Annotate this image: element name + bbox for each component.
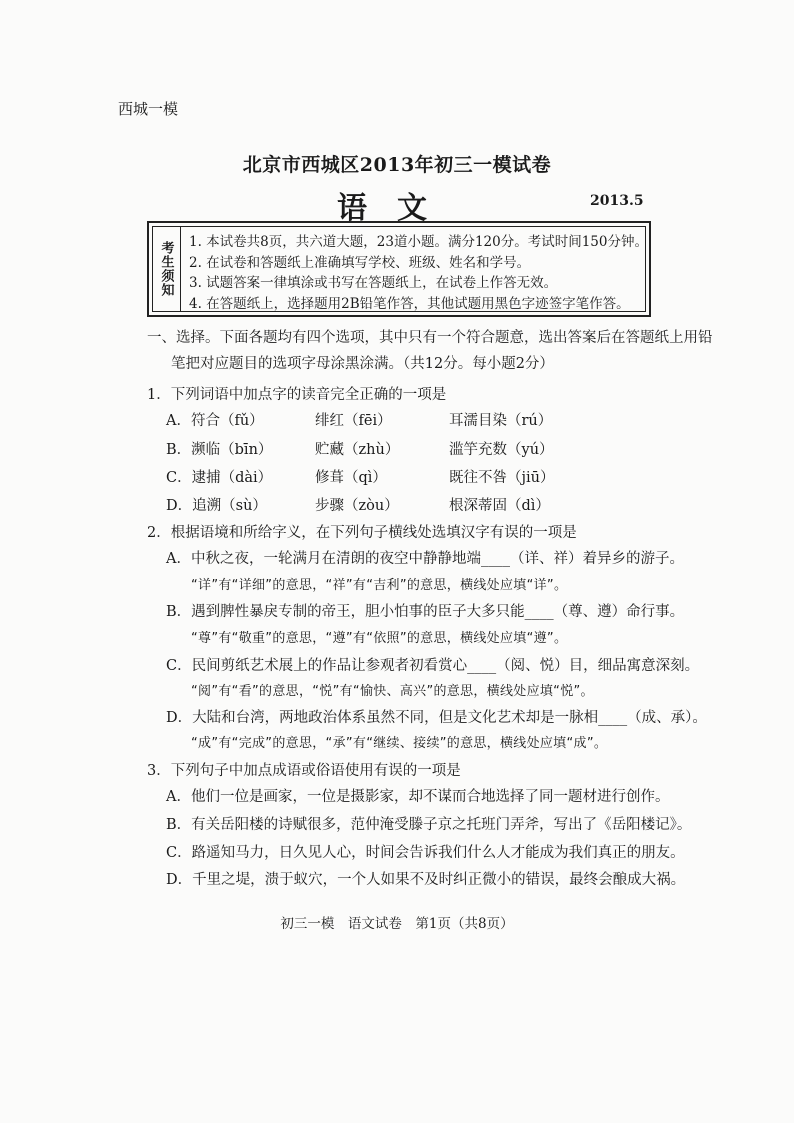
q1-option-b-3: 滥竽充数（yú） <box>449 442 554 458</box>
q1-option-c-1: C．逮捕（dài） <box>166 470 273 486</box>
notice-item: 4. 在答题纸上，选择题用2B铅笔作答，其他试题用黑色字迹签字笔作答。 <box>189 295 630 312</box>
notice-item: 2. 在试卷和答题纸上准确填写学校、班级、姓名和学号。 <box>189 254 531 271</box>
notice-item: 3. 试题答案一律填涂或书写在答题纸上，在试卷上作答无效。 <box>189 275 558 291</box>
q1-option-d-3: 根深蒂固（dì） <box>449 498 550 514</box>
question-2-stem: 2．根据语境和所给字义，在下列句子横线处选填汉字有误的一项是 <box>147 525 577 541</box>
subject-title: 语文 <box>337 191 457 226</box>
q1-option-a-1: A．符合（fǔ） <box>166 413 264 429</box>
notice-list <box>189 232 648 314</box>
question-3-stem: 3．下列句子中加点成语或俗语使用有误的一项是 <box>147 763 461 779</box>
q2-option-d-note: “成”有“完成”的意思，“承”有“继续、接续”的意思，横线处应填“成”。 <box>191 736 608 751</box>
q2-option-a-note: “详”有“详细”的意思，“祥”有“吉利”的意思，横线处应填“详”。 <box>191 578 568 593</box>
corner-label: 西城一模 <box>118 100 179 118</box>
page-footer: 初三一模 语文试卷 第1页（共8页） <box>280 916 514 932</box>
q1-option-d-1: D．追溯（sù） <box>166 498 267 514</box>
q3-option-b: B．有关岳阳楼的诗赋很多，范仲淹受滕子京之托班门弄斧，写出了《岳阳楼记》。 <box>166 817 692 833</box>
section-heading-line2: 笔把对应题目的选项字母涂黑涂满。（共12分。每小题2分） <box>171 356 554 372</box>
q3-option-a: A．他们一位是画家，一位是摄影家，却不谋而合地选择了同一题材进行创作。 <box>166 789 670 805</box>
q1-option-a-2: 绯红（fēi） <box>315 413 392 429</box>
q3-option-c: C．路遥知马力，日久见人心，时间会告诉我们什么人才能成为我们真正的朋友。 <box>166 845 685 861</box>
q1-option-a-3: 耳濡目染（rú） <box>449 413 553 429</box>
q2-option-d: D．大陆和台湾，两地政治体系虽然不同，但是文化艺术却是一脉相____（成、承）。 <box>166 710 707 726</box>
q2-option-c-note: “阅”有“看”的意思，“悦”有“愉快、高兴”的意思，横线处应填“悦”。 <box>191 684 594 699</box>
q1-option-c-3: 既往不咎（jiū） <box>449 470 555 486</box>
exam-title: 北京市西城区2013年初三一模试卷 <box>242 154 552 176</box>
q2-option-b: B．遇到脾性暴戾专制的帝王，胆小怕事的臣子大多只能____（尊、遵）命行事。 <box>166 604 685 620</box>
q2-option-c: C．民间剪纸艺术展上的作品让参观者初看赏心____（阅、悦）目，细品寓意深刻。 <box>166 658 700 674</box>
q3-option-d: D．千里之堤，溃于蚁穴，一个人如果不及时纠正微小的错误，最终会酿成大祸。 <box>166 872 686 888</box>
notice-box <box>147 221 651 317</box>
exam-date: 2013.5 <box>590 193 644 209</box>
notice-label: 考生须知 <box>152 226 181 312</box>
q1-option-b-1: B．濒临（bīn） <box>166 442 273 458</box>
q2-option-b-note: “尊”有“敬重”的意思，“遵”有“依照”的意思，横线处应填“遵”。 <box>191 631 568 646</box>
section-heading-line1: 一、选择。下面各题均有四个选项，其中只有一个符合题意，选出答案后在答题纸上用铅 <box>147 330 713 346</box>
q1-option-c-2: 修葺（qì） <box>315 470 387 486</box>
q1-option-d-2: 步骤（zòu） <box>315 498 399 514</box>
q1-option-b-2: 贮藏（zhù） <box>315 442 400 458</box>
question-1-stem: 1．下列词语中加点字的读音完全正确的一项是 <box>147 387 447 403</box>
notice-item: 1. 本试卷共8页，共六道大题，23道小题。满分120分。考试时间150分钟。 <box>189 234 648 250</box>
q2-option-a: A．中秋之夜，一轮满月在清朗的夜空中静静地端____（详、祥）着异乡的游子。 <box>166 551 684 567</box>
